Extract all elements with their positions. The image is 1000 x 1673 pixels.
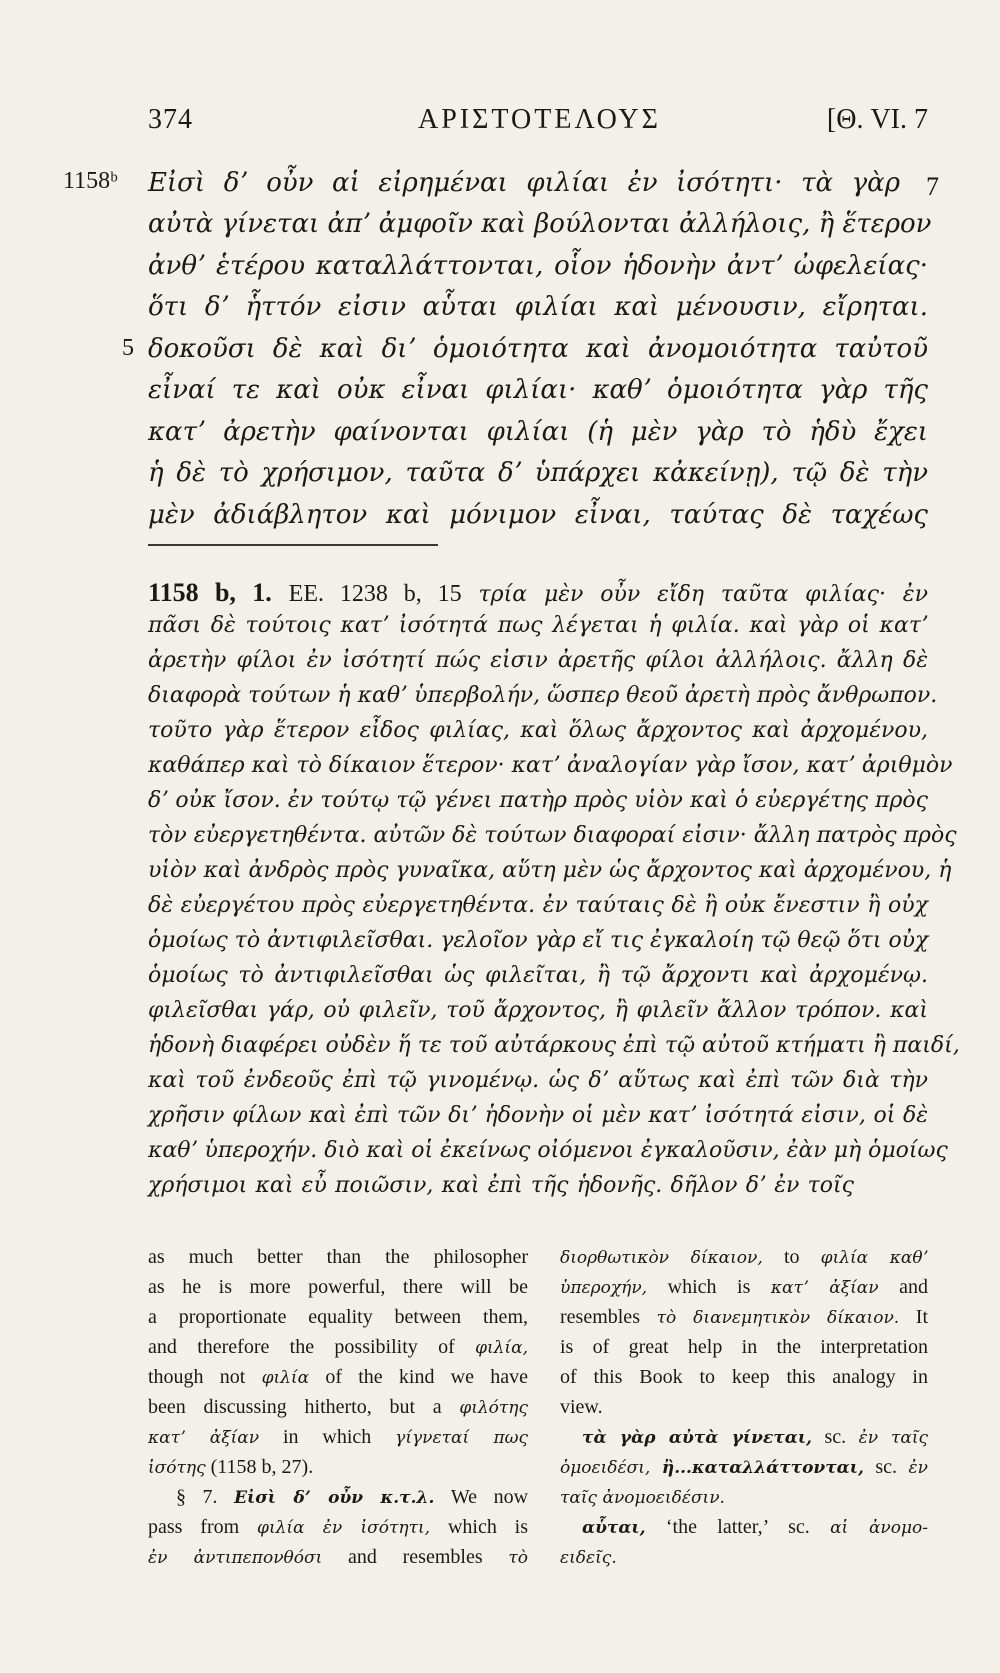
commentary-line xyxy=(582,1516,928,1546)
ref-line: ἀρετὴν φίλοι ἐν ἰσότητί πώς εἰσιν ἀρετῆς φίλοι ἀλλήλοις. ἄλλη δὲ xyxy=(148,648,928,673)
commentary-greek: ἐν ἀντιπεπονθόσι xyxy=(148,1548,323,1568)
commentary-greek: ἐν xyxy=(908,1458,928,1478)
commentary-text: It xyxy=(915,1306,928,1328)
commentary-text: and therefore the possibility of xyxy=(148,1336,455,1358)
commentary-text: resembles xyxy=(560,1306,640,1328)
ref-line: χρήσιμοι καὶ εὖ ποιῶσιν, καὶ ἐπὶ τῆς ἡδονῆς. δῆλον δʼ ἐν τοῖς xyxy=(148,1173,854,1198)
ref-line: φιλεῖσθαι γάρ, οὐ φιλεῖν, τοῦ ἄρχοντος, ἢ φιλεῖν ἄλλον τρόπον. καὶ xyxy=(148,998,928,1023)
commentary-line: view. xyxy=(560,1396,603,1418)
commentary-line xyxy=(148,1546,528,1576)
commentary-greek: ἐν ταῖς xyxy=(858,1428,929,1448)
page-number: 374 xyxy=(148,104,193,135)
commentary-greek: ὁμοειδέσι, xyxy=(560,1458,651,1478)
commentary-line: is of great help in the interpretation xyxy=(560,1336,928,1358)
ref-line: δὲ εὐεργέτου πρὸς εὐεργετηθέντα. ἐν ταύταις δὲ ἢ οὐκ ἔνεστιν ἢ οὐχ xyxy=(148,893,928,918)
commentary-greek: ταῖς ἀνομοειδέσιν. xyxy=(560,1488,725,1508)
commentary-line: as he is more powerful, there will be xyxy=(148,1276,528,1298)
text-line: εἶναί τε καὶ οὐκ εἶναι φιλίαι· καθʼ ὁμοιότητα γὰρ τῆς xyxy=(148,375,928,405)
commentary-greek: φιλία xyxy=(261,1368,310,1388)
text-line: κατʼ ἀρετὴν φαίνονται φιλίαι (ἡ μὲν γὰρ τὸ ἡδὺ ἔχει xyxy=(148,417,928,447)
ref-lead: 1158 b, 1. xyxy=(148,578,272,607)
commentary-line xyxy=(148,1396,528,1426)
commentary-line xyxy=(560,1546,928,1576)
commentary-line xyxy=(582,1426,928,1456)
commentary-text: sc. xyxy=(788,1516,810,1538)
section-mark: § 7. xyxy=(176,1486,218,1508)
commentary-line xyxy=(148,1426,528,1456)
ref-line: υἱὸν καὶ ἀνδρὸς πρὸς γυναῖκα, αὕτη μὲν ὡς ἄρχοντος καὶ ἀρχομένου, ἡ xyxy=(148,858,952,883)
text-line: μὲν ἀδιάβλητον καὶ μόνιμον εἶναι, ταύτας δὲ ταχέως xyxy=(148,500,928,530)
commentary-line xyxy=(560,1276,928,1306)
commentary-greek: διορθωτικὸν δίκαιον, xyxy=(560,1248,763,1268)
commentary-line xyxy=(148,1456,528,1486)
ref-line: ὁμοίως τὸ ἀντιφιλεῖσθαι. γελοῖον γὰρ εἴ τις ἐγκαλοίη τῷ θεῷ ὅτι οὐχ xyxy=(148,928,929,953)
ref-line: καθάπερ καὶ τὸ δίκαιον ἕτερον· κατʼ ἀναλογίαν γὰρ ἴσον, κατʼ ἀριθμὸν xyxy=(148,753,953,778)
commentary-text: We now xyxy=(450,1486,529,1508)
ref-line: τοῦτο γὰρ ἕτερον εἶδος φιλίας, καὶ ὅλως ἄρχοντος καὶ ἀρχομένου, xyxy=(148,718,928,743)
commentary-text: in which xyxy=(282,1426,372,1448)
commentary-line xyxy=(148,1516,528,1546)
ref-source: EE. 1238 b, 15 xyxy=(288,581,462,607)
commentary-text: (1158 b, 27). xyxy=(210,1456,314,1478)
running-title: ΑΡΙΣΤΟΤΕΛΟΥΣ xyxy=(418,104,661,135)
text-line: αὐτὰ γίνεται ἀπʼ ἀμφοῖν καὶ βούλονται ἀλλήλοις, ἢ ἕτερον xyxy=(148,209,932,239)
ref-line: πᾶσι δὲ τούτοις κατʼ ἰσότητά πως λέγεται ἡ φιλία. καὶ γὰρ οἱ κατʼ xyxy=(148,613,928,638)
commentary-greek: φιλία, xyxy=(475,1338,528,1358)
commentary-line: of this Book to keep this analogy in xyxy=(560,1366,928,1388)
commentary-greek: τὸ διανεμητικὸν δίκαιον. xyxy=(656,1308,900,1328)
text-line: Εἰσὶ δʼ οὖν αἱ εἰρημέναι φιλίαι ἐν ἰσότητι· τὰ γὰρ xyxy=(148,168,900,198)
commentary-text: ‘the latter,’ xyxy=(665,1516,768,1538)
lemma: τὰ γὰρ αὐτὰ γίνεται, xyxy=(582,1428,812,1448)
chapter-margin-number: 7 xyxy=(926,172,939,201)
commentary-line xyxy=(560,1246,928,1276)
text-line: ἀνθʼ ἑτέρου καταλλάττονται, οἷον ἡδονὴν ἀντʼ ὠφελείας· xyxy=(148,251,928,281)
commentary-line xyxy=(148,1336,528,1366)
lemma: αὗται, xyxy=(582,1518,646,1538)
text-line: δοκοῦσι δὲ καὶ διʼ ὁμοιότητα καὶ ἀνομοιότητα ταὐτοῦ xyxy=(148,334,928,364)
ref-line: ἡδονὴ διαφέρει οὐδὲν ἥ τε τοῦ αὐτάρκους ἐπὶ τῷ αὐτοῦ κτήματι ἢ παιδί, xyxy=(148,1033,960,1058)
commentary-text: of the kind we have xyxy=(325,1366,528,1388)
commentary-greek: φιλία ἐν ἰσότητι, xyxy=(257,1518,431,1538)
commentary-text: to xyxy=(783,1246,800,1268)
ref-line: καὶ τοῦ ἐνδεοῦς ἐπὶ τῷ γινομένῳ. ὡς δʼ αὕτως καὶ ἐπὶ τῶν διὰ τὴν xyxy=(148,1068,928,1093)
ref-line: διαφορὰ τούτων ἡ καθʼ ὑπερβολήν, ὥσπερ θεοῦ ἀρετὴ πρὸς ἄνθρωπον. xyxy=(148,683,938,708)
commentary-text: sc. xyxy=(875,1456,898,1478)
commentary-text: and resembles xyxy=(348,1546,483,1568)
commentary-greek: φιλία καθʼ xyxy=(820,1248,928,1268)
ref-line: χρῆσιν φίλων καὶ ἐπὶ τῶν διʼ ἡδονὴν οἱ μὲν κατʼ ἰσότητά εἰσιν, οἱ δὲ xyxy=(148,1103,928,1128)
ref-line: καθʼ ὑπεροχήν. διὸ καὶ οἱ ἐκείνως οἰόμενοι ἐγκαλοῦσιν, ἐὰν μὴ ὁμοίως xyxy=(148,1138,948,1163)
text-line: ὅτι δʼ ἧττόν εἰσιν αὗται φιλίαι καὶ μένουσιν, εἴρηται. xyxy=(148,292,928,322)
commentary-line xyxy=(560,1486,928,1516)
line-number-5: 5 xyxy=(122,335,134,361)
commentary-text: and xyxy=(899,1276,929,1298)
commentary-greek: αἱ ἀνομο- xyxy=(830,1518,929,1538)
commentary-greek: γίγνεταί πως xyxy=(395,1428,529,1448)
commentary-greek: τὸ xyxy=(508,1548,528,1568)
text-line: ἡ δὲ τὸ χρήσιμον, ταῦτα δʼ ὑπάρχει κἀκείνῃ), τῷ δὲ τὴν xyxy=(148,458,928,488)
ref-line: δʼ οὐκ ἴσον. ἐν τούτῳ τῷ γένει πατὴρ πρὸς υἱὸν καὶ ὁ εὐεργέτης πρὸς xyxy=(148,788,928,813)
ref-first-rest: τρία μὲν οὖν εἴδη ταῦτα φιλίας· ἐν xyxy=(478,582,928,607)
commentary-greek: φιλότης xyxy=(459,1398,529,1418)
section-reference: [Θ. VI. 7 xyxy=(826,104,928,135)
commentary-greek: ἰσότης xyxy=(148,1458,206,1478)
commentary-line xyxy=(560,1306,928,1336)
commentary-greek: κατʼ ἀξίαν xyxy=(770,1278,879,1298)
ref-line: τὸν εὐεργετηθέντα. αὐτῶν δὲ τούτων διαφοραί εἰσιν· ἄλλη πατρὸς πρὸς xyxy=(148,823,957,848)
running-header xyxy=(148,104,928,148)
commentary-greek: ειδεῖς. xyxy=(560,1548,617,1568)
commentary-text: which is xyxy=(667,1276,751,1298)
commentary-text: sc. xyxy=(824,1426,847,1448)
commentary-line: as much better than the philosopher xyxy=(148,1246,528,1268)
lemma: ἢ...καταλλάττονται, xyxy=(661,1458,864,1478)
commentary-line: a proportionate equality between them, xyxy=(148,1306,528,1328)
commentary-line xyxy=(176,1486,528,1516)
bekker-margin-number: 1158ᵇ xyxy=(63,168,118,194)
commentary-text: been discussing hitherto, but a xyxy=(148,1396,442,1418)
ref-first-line xyxy=(148,578,928,612)
ref-line: ὁμοίως τὸ ἀντιφιλεῖσθαι ὡς φιλεῖται, ἢ τῷ ἄρχοντι καὶ ἀρχομένῳ. xyxy=(148,963,928,988)
commentary-greek: κατʼ ἀξίαν xyxy=(148,1428,260,1448)
separator-rule xyxy=(148,544,438,546)
commentary-line xyxy=(148,1366,528,1396)
commentary-greek: ὑπεροχήν, xyxy=(560,1278,648,1298)
commentary-line xyxy=(560,1456,928,1486)
lemma: Εἰσὶ δʼ οὖν κ.τ.λ. xyxy=(234,1488,435,1508)
commentary-text: which is xyxy=(447,1516,529,1538)
commentary-text: though not xyxy=(148,1366,246,1388)
commentary-text: pass from xyxy=(148,1516,240,1538)
